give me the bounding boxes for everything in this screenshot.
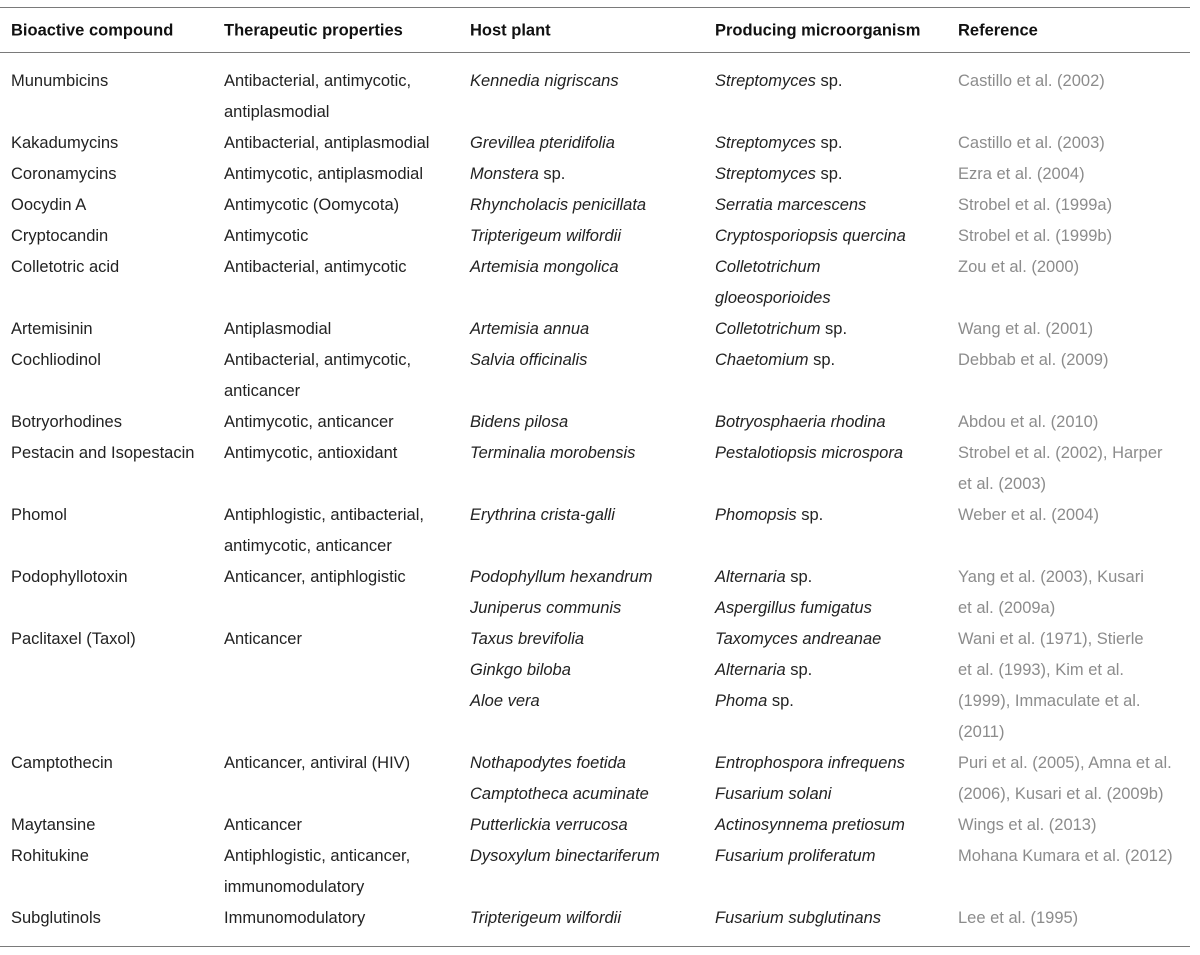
- species-name: Nothapodytes foetida: [470, 754, 626, 772]
- cell-reference: [958, 438, 1163, 500]
- cell-line: immunomodulatory: [224, 878, 365, 896]
- plain-text: sp.: [767, 692, 794, 710]
- cell-line: Strobel et al. (1999b): [958, 227, 1113, 245]
- cell-line: Cryptocandin: [11, 227, 109, 245]
- cell-line: Cochliodinol: [11, 351, 101, 369]
- species-name: Phomopsis: [715, 506, 797, 524]
- cell-line: Podophyllotoxin: [11, 568, 128, 586]
- cell-therapeutic-properties: [224, 345, 411, 407]
- cell-producing-microorganism: [715, 314, 847, 345]
- species-name: gloeosporioides: [715, 289, 831, 307]
- cell-reference: [958, 810, 1096, 841]
- species-name: Terminalia morobensis: [470, 444, 636, 462]
- cell-reference: [958, 66, 1105, 97]
- cell-host-plant: [470, 562, 653, 624]
- species-name: Monstera: [470, 165, 539, 183]
- cell-producing-microorganism: [715, 190, 866, 221]
- cell-compound: [11, 624, 136, 655]
- cell-line: [715, 810, 905, 841]
- cell-line: [470, 314, 589, 345]
- cell-producing-microorganism: [715, 345, 835, 376]
- cell-line: Anticancer, antiphlogistic: [224, 568, 406, 586]
- species-name: Tripterigeum wilfordii: [470, 227, 621, 245]
- cell-line: [715, 66, 842, 97]
- cell-reference: [958, 345, 1108, 376]
- species-name: Dysoxylum binectariferum: [470, 847, 660, 865]
- cell-line: [470, 593, 653, 624]
- cell-line: [715, 190, 866, 221]
- cell-line: Camptothecin: [11, 754, 113, 772]
- cell-line: et al. (2009a): [958, 599, 1056, 617]
- header-bioactive-compound: Bioactive compound: [11, 21, 174, 40]
- cell-line: Castillo et al. (2002): [958, 72, 1105, 90]
- cell-producing-microorganism: [715, 159, 842, 190]
- species-name: Phoma: [715, 692, 768, 710]
- cell-therapeutic-properties: [224, 190, 399, 221]
- cell-line: Antibacterial, antimycotic: [224, 258, 407, 276]
- species-name: Aloe vera: [470, 692, 540, 710]
- cell-host-plant: [470, 190, 646, 221]
- species-name: Putterlickia verrucosa: [470, 816, 628, 834]
- table-top-rule: [0, 7, 1190, 8]
- cell-line: Puri et al. (2005), Amna et al.: [958, 754, 1172, 772]
- cell-line: [715, 283, 831, 314]
- header-therapeutic-properties: Therapeutic properties: [224, 21, 403, 40]
- cell-host-plant: [470, 438, 635, 469]
- cell-line: Pestacin and Isopestacin: [11, 444, 195, 462]
- cell-line: Munumbicins: [11, 72, 109, 90]
- cell-compound: [11, 66, 108, 97]
- species-name: Bidens pilosa: [470, 413, 569, 431]
- species-name: Rhyncholacis penicillata: [470, 196, 647, 214]
- cell-reference: [958, 562, 1144, 624]
- plain-text: sp.: [785, 568, 813, 586]
- cell-compound: [11, 500, 67, 531]
- species-name: Fusarium solani: [715, 785, 832, 803]
- species-name: Artemisia mongolica: [470, 258, 619, 276]
- cell-reference: [958, 407, 1098, 438]
- cell-reference: [958, 841, 1173, 872]
- cell-host-plant: [470, 407, 568, 438]
- cell-line: [715, 686, 881, 717]
- cell-line: Subglutinols: [11, 909, 101, 927]
- cell-line: [470, 624, 584, 655]
- cell-line: antimycotic, anticancer: [224, 537, 392, 555]
- cell-line: Antiphlogistic, antibacterial,: [224, 506, 424, 524]
- cell-line: Anticancer: [224, 816, 302, 834]
- cell-reference: [958, 221, 1112, 252]
- cell-line: [715, 345, 835, 376]
- cell-reference: [958, 159, 1085, 190]
- cell-therapeutic-properties: [224, 438, 397, 469]
- cell-compound: [11, 159, 116, 190]
- cell-therapeutic-properties: [224, 748, 410, 779]
- cell-line: [470, 221, 621, 252]
- cell-line: (2006), Kusari et al. (2009b): [958, 785, 1164, 803]
- cell-host-plant: [470, 903, 621, 934]
- cell-line: [470, 190, 646, 221]
- plain-text: sp.: [538, 165, 566, 183]
- species-name: Taxus brevifolia: [470, 630, 585, 648]
- cell-compound: [11, 748, 113, 779]
- species-name: Colletotrichum: [715, 258, 821, 276]
- cell-therapeutic-properties: [224, 624, 302, 655]
- cell-line: [470, 128, 615, 159]
- cell-compound: [11, 252, 119, 283]
- cell-line: Abdou et al. (2010): [958, 413, 1099, 431]
- species-name: Streptomyces: [715, 134, 816, 152]
- cell-compound: [11, 190, 86, 221]
- plain-text: sp.: [796, 506, 824, 524]
- cell-line: Antimycotic, antioxidant: [224, 444, 398, 462]
- species-name: Artemisia annua: [470, 320, 590, 338]
- species-name: Colletotrichum: [715, 320, 821, 338]
- cell-reference: [958, 748, 1172, 810]
- cell-line: [715, 624, 881, 655]
- cell-line: [715, 748, 905, 779]
- cell-producing-microorganism: [715, 624, 881, 717]
- species-name: Pestalotiopsis microspora: [715, 444, 903, 462]
- cell-line: Artemisinin: [11, 320, 93, 338]
- cell-host-plant: [470, 221, 621, 252]
- cell-host-plant: [470, 624, 584, 717]
- species-name: Aspergillus fumigatus: [715, 599, 872, 617]
- cell-reference: [958, 314, 1093, 345]
- cell-line: Antimycotic (Oomycota): [224, 196, 400, 214]
- cell-line: Lee et al. (1995): [958, 909, 1079, 927]
- cell-line: [715, 252, 831, 283]
- cell-line: [715, 779, 905, 810]
- cell-line: Weber et al. (2004): [958, 506, 1099, 524]
- cell-line: Immunomodulatory: [224, 909, 366, 927]
- header-host-plant: Host plant: [470, 21, 551, 40]
- cell-line: Wang et al. (2001): [958, 320, 1094, 338]
- cell-line: [470, 562, 653, 593]
- cell-line: [470, 500, 615, 531]
- cell-line: [715, 903, 881, 934]
- cell-line: Phomol: [11, 506, 67, 524]
- cell-host-plant: [470, 345, 587, 376]
- cell-producing-microorganism: [715, 810, 905, 841]
- cell-line: Colletotric acid: [11, 258, 120, 276]
- cell-line: Castillo et al. (2003): [958, 134, 1105, 152]
- cell-reference: [958, 252, 1079, 283]
- species-name: Taxomyces andreanae: [715, 630, 882, 648]
- cell-line: Zou et al. (2000): [958, 258, 1080, 276]
- cell-therapeutic-properties: [224, 128, 429, 159]
- cell-producing-microorganism: [715, 252, 831, 314]
- cell-therapeutic-properties: [224, 252, 407, 283]
- species-name: Botryosphaeria rhodina: [715, 413, 886, 431]
- plain-text: sp.: [815, 134, 843, 152]
- plain-text: sp.: [815, 165, 843, 183]
- cell-line: [715, 655, 881, 686]
- cell-line: [715, 159, 842, 190]
- cell-host-plant: [470, 159, 565, 190]
- cell-line: [715, 128, 842, 159]
- species-name: Erythrina crista-galli: [470, 506, 615, 524]
- cell-line: Wani et al. (1971), Stierle: [958, 630, 1144, 648]
- cell-producing-microorganism: [715, 903, 881, 934]
- cell-line: Mohana Kumara et al. (2012): [958, 847, 1173, 865]
- cell-producing-microorganism: [715, 66, 842, 97]
- cell-therapeutic-properties: [224, 841, 410, 903]
- species-name: Tripterigeum wilfordii: [470, 909, 621, 927]
- cell-host-plant: [470, 748, 649, 810]
- cell-line: Rohitukine: [11, 847, 89, 865]
- species-name: Grevillea pteridifolia: [470, 134, 615, 152]
- cell-line: [715, 314, 847, 345]
- cell-line: Kakadumycins: [11, 134, 119, 152]
- cell-line: Maytansine: [11, 816, 96, 834]
- cell-compound: [11, 562, 128, 593]
- cell-line: antiplasmodial: [224, 103, 330, 121]
- cell-line: Paclitaxel (Taxol): [11, 630, 136, 648]
- cell-line: Strobel et al. (1999a): [958, 196, 1113, 214]
- cell-line: Coronamycins: [11, 165, 117, 183]
- species-name: Salvia officinalis: [470, 351, 588, 369]
- cell-line: Botryorhodines: [11, 413, 122, 431]
- cell-compound: [11, 314, 93, 345]
- plain-text: sp.: [820, 320, 848, 338]
- cell-host-plant: [470, 66, 619, 97]
- cell-reference: [958, 624, 1144, 748]
- cell-compound: [11, 345, 101, 376]
- cell-compound: [11, 407, 122, 438]
- cell-line: [715, 407, 886, 438]
- species-name: Camptotheca acuminate: [470, 785, 649, 803]
- species-name: Serratia marcescens: [715, 196, 867, 214]
- species-name: Streptomyces: [715, 72, 816, 90]
- cell-line: [470, 66, 619, 97]
- cell-line: Antimycotic, anticancer: [224, 413, 394, 431]
- cell-therapeutic-properties: [224, 66, 411, 128]
- cell-line: [470, 159, 565, 190]
- cell-reference: [958, 903, 1078, 934]
- species-name: Entrophospora infrequens: [715, 754, 905, 772]
- table-bottom-rule: [0, 946, 1190, 947]
- cell-reference: [958, 500, 1099, 531]
- cell-compound: [11, 903, 101, 934]
- cell-line: [715, 500, 823, 531]
- plain-text: sp.: [785, 661, 813, 679]
- plain-text: sp.: [815, 72, 843, 90]
- cell-reference: [958, 190, 1112, 221]
- species-name: Ginkgo biloba: [470, 661, 571, 679]
- cell-producing-microorganism: [715, 438, 903, 469]
- cell-line: [470, 841, 660, 872]
- cell-therapeutic-properties: [224, 314, 331, 345]
- cell-line: (2011): [958, 723, 1005, 741]
- species-name: Fusarium subglutinans: [715, 909, 881, 927]
- cell-therapeutic-properties: [224, 562, 406, 593]
- cell-line: Anticancer: [224, 630, 302, 648]
- cell-line: [715, 438, 903, 469]
- cell-therapeutic-properties: [224, 810, 302, 841]
- cell-host-plant: [470, 128, 615, 159]
- cell-producing-microorganism: [715, 841, 875, 872]
- header-producing-microorganism: Producing microorganism: [715, 21, 921, 40]
- cell-line: Antimycotic, antiplasmodial: [224, 165, 423, 183]
- species-name: Alternaria: [715, 661, 786, 679]
- cell-line: [470, 686, 584, 717]
- cell-line: [470, 345, 587, 376]
- species-name: Juniperus communis: [470, 599, 622, 617]
- cell-line: Antibacterial, antimycotic,: [224, 72, 412, 90]
- cell-line: [715, 562, 872, 593]
- cell-line: Yang et al. (2003), Kusari: [958, 568, 1144, 586]
- cell-host-plant: [470, 841, 660, 872]
- species-name: Cryptosporiopsis quercina: [715, 227, 906, 245]
- cell-line: Antiphlogistic, anticancer,: [224, 847, 411, 865]
- species-name: Alternaria: [715, 568, 786, 586]
- cell-line: Oocydin A: [11, 196, 87, 214]
- species-name: Fusarium proliferatum: [715, 847, 876, 865]
- cell-line: Strobel et al. (2002), Harper: [958, 444, 1163, 462]
- cell-line: [470, 407, 568, 438]
- cell-compound: [11, 438, 194, 469]
- species-name: Podophyllum hexandrum: [470, 568, 653, 586]
- cell-line: Antiplasmodial: [224, 320, 332, 338]
- cell-therapeutic-properties: [224, 159, 423, 190]
- cell-host-plant: [470, 314, 589, 345]
- cell-host-plant: [470, 810, 628, 841]
- cell-line: [470, 438, 635, 469]
- table-header-rule: [0, 52, 1190, 53]
- cell-line: Antimycotic: [224, 227, 309, 245]
- cell-therapeutic-properties: [224, 407, 394, 438]
- cell-compound: [11, 810, 95, 841]
- header-reference: Reference: [958, 21, 1038, 40]
- cell-line: et al. (1993), Kim et al.: [958, 661, 1124, 679]
- cell-line: Antibacterial, antimycotic,: [224, 351, 412, 369]
- cell-producing-microorganism: [715, 748, 905, 810]
- plain-text: sp.: [808, 351, 836, 369]
- cell-producing-microorganism: [715, 562, 872, 624]
- species-name: Actinosynnema pretiosum: [715, 816, 905, 834]
- cell-line: Wings et al. (2013): [958, 816, 1097, 834]
- cell-host-plant: [470, 252, 619, 283]
- cell-compound: [11, 128, 118, 159]
- cell-line: Ezra et al. (2004): [958, 165, 1085, 183]
- species-name: Streptomyces: [715, 165, 816, 183]
- cell-line: [470, 903, 621, 934]
- cell-compound: [11, 221, 108, 252]
- cell-line: Antibacterial, antiplasmodial: [224, 134, 430, 152]
- cell-reference: [958, 128, 1105, 159]
- cell-therapeutic-properties: [224, 903, 365, 934]
- cell-producing-microorganism: [715, 500, 823, 531]
- cell-producing-microorganism: [715, 407, 886, 438]
- cell-line: (1999), Immaculate et al.: [958, 692, 1141, 710]
- cell-line: anticancer: [224, 382, 301, 400]
- cell-host-plant: [470, 500, 615, 531]
- species-name: Chaetomium: [715, 351, 809, 369]
- cell-line: [470, 655, 584, 686]
- cell-line: Debbab et al. (2009): [958, 351, 1109, 369]
- cell-therapeutic-properties: [224, 221, 308, 252]
- cell-line: Anticancer, antiviral (HIV): [224, 754, 411, 772]
- cell-producing-microorganism: [715, 128, 842, 159]
- cell-line: [470, 810, 628, 841]
- cell-line: et al. (2003): [958, 475, 1047, 493]
- cell-producing-microorganism: [715, 221, 906, 252]
- species-name: Kennedia nigriscans: [470, 72, 619, 90]
- cell-line: [715, 221, 906, 252]
- cell-line: [715, 593, 872, 624]
- cell-therapeutic-properties: [224, 500, 424, 562]
- cell-line: [470, 779, 649, 810]
- cell-line: [715, 841, 875, 872]
- cell-line: [470, 748, 649, 779]
- cell-line: [470, 252, 619, 283]
- cell-compound: [11, 841, 89, 872]
